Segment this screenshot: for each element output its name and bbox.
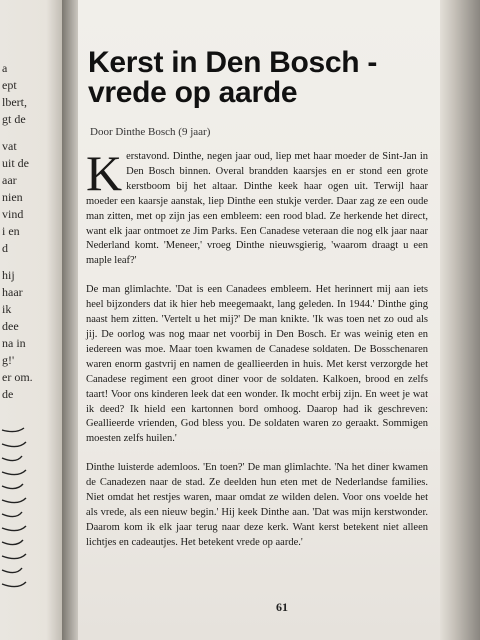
left-page-fragment: d (2, 241, 8, 255)
article-body (86, 145, 428, 565)
article-byline: Door Dinthe Bosch (9 jaar) (90, 126, 211, 138)
paragraph-2: De man glimlachte. 'Dat is een Canadees embleem. Het herinnert mij aan iets heel bijzonders dat ik hier heb meegemaakt, lang geleden. In 1944.' Dinthe ging naast hem zitten. 'Vertelt u het mij?' De man knikte. 'Ik was toen net zo oud als jij. De oorlog was nog maar net voorbij in Den Bosch. Er was weinig eten en iedereen was moe. Maar toen kwamen de Canadese soldaten. De Bosschenaren waren enorm gastvrij en namen de geallieerden in huis. Met kerst verzorgde het Canadese regiment een groot diner voor de soldaten. Kalkoen, brood en zelfs taart! Voor ons kinderen leek dat een wonder. Ik mocht erbij zijn. En weet je wat ik deed? Ik hield een kartonnen bord omhoog. Daarop had ik geschreven: Geallieerde vrienden, God bless you. De soldaten waren zo geraakt. Sommigen moesten zelfs huilen.' (86, 284, 428, 445)
paragraph-1-text: erstavond. Dinthe, negen jaar oud, liep met haar moeder de Sint-Jan in Den Bosch binnen. Overal brandden kaarsjes en er stond een grote kerstboom bij het altaar. Dinthe keek haar ogen uit. Terwijl haar moeder een kaarsje aanstak, liep Dinthe een stukje verder. Daar zag ze een oude man zitten, met op zijn jas een embleem: een rood blad. Ze herkende het direct, want elk jaar ontmoet ze Jim Parks. Een Canadese veteraan die nog elk jaar naar Nederland komt. 'Meneer,' vroeg Dinthe nieuwsgierig, 'waarom draagt u een maple leaf?' (86, 151, 428, 267)
drop-cap: K (86, 145, 123, 201)
right-page (78, 0, 458, 640)
article-title-line-1: Kerst in Den Bosch - (88, 46, 378, 79)
left-page-fragment: uit de (2, 156, 29, 170)
paragraph-1 (86, 145, 428, 269)
left-page-fragment: de (2, 387, 14, 401)
article-title-line-2: vrede op aarde (88, 76, 298, 109)
left-page-fragment: er om. (2, 370, 33, 384)
page-number: 61 (276, 600, 288, 614)
left-page-fragment: i en (2, 224, 20, 238)
left-page-fragment: a (2, 61, 8, 75)
page-edge-stack (440, 0, 480, 640)
left-page-fragment: ept (2, 78, 17, 92)
left-page-fragment: nien (2, 190, 23, 204)
left-page-text-fragments (2, 60, 62, 403)
left-page-illustration (0, 420, 28, 610)
left-page-fragment: haar (2, 285, 23, 299)
left-page-fragment: aar (2, 173, 17, 187)
left-page-fragment: vind (2, 207, 24, 221)
left-page-fragment: na in (2, 336, 26, 350)
left-page-fragment: gt de (2, 112, 26, 126)
left-page-fragment: vat (2, 139, 17, 153)
left-page (0, 0, 66, 640)
left-page-fragment: dee (2, 319, 19, 333)
paragraph-3: Dinthe luisterde ademloos. 'En toen?' De man glimlachte. 'Na het diner kwamen de Canadezen naar de stad. Ze deelden hun eten met de Nederlandse families. Niet omdat het restjes waren, maar omdat ze wilden delen. Voor ons voelde het als vrede, als een nieuw begin.' Hij keek Dinthe aan. 'Dat was mijn kerstwonder. Daarom kom ik elk jaar terug naar deze kerk. Want kerst betekent niet alleen lichtjes en cadeautjes. Het betekent vrede op aarde.' (86, 462, 428, 548)
left-page-fragment: g!' (2, 353, 15, 367)
article-title (88, 48, 428, 108)
left-page-fragment: ik (2, 302, 12, 316)
left-page-fragment: hij (2, 268, 15, 282)
left-page-fragment: lbert, (2, 95, 27, 109)
